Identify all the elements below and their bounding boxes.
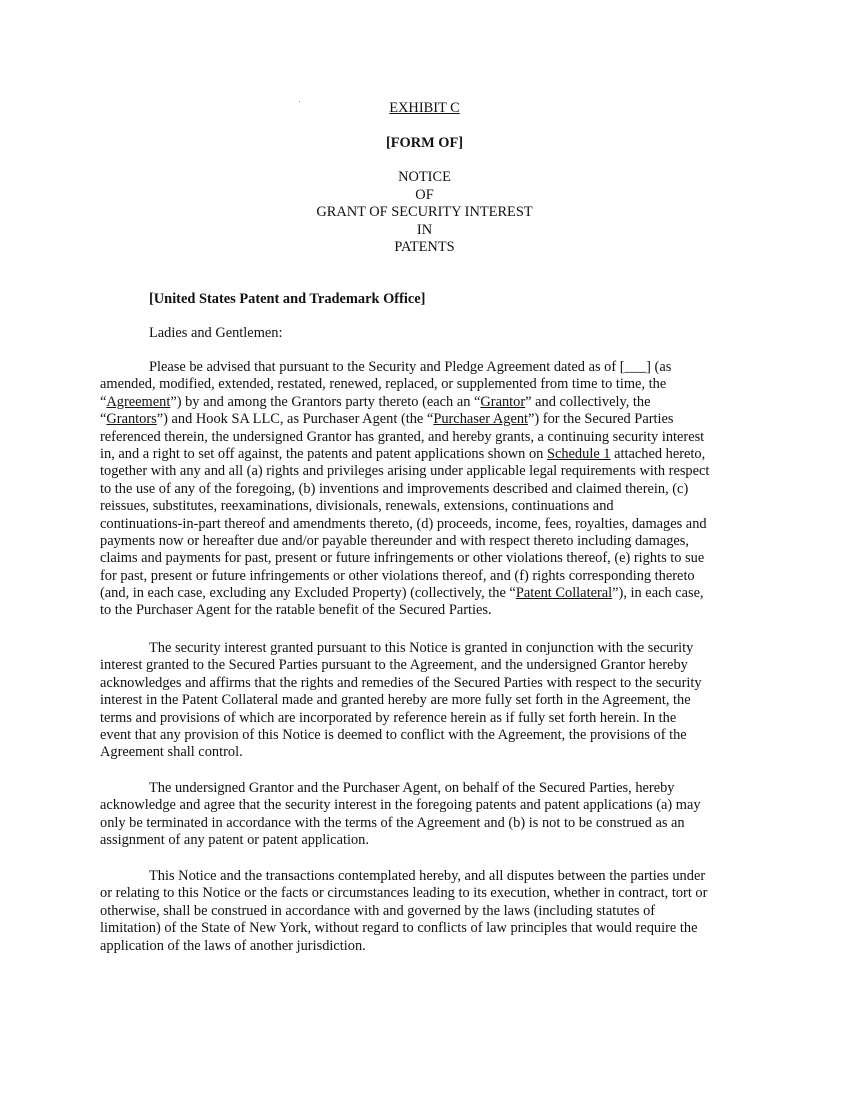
text-line: only be terminated in accordance with the terms of the Agreement and (b) is not to be construed as an — [100, 814, 685, 831]
text-line — [100, 585, 748, 602]
title-line: PATENTS — [394, 239, 455, 255]
text-fragment: in, and a right to set off against, the patents and patent applications shown on — [100, 445, 547, 462]
exhibit-heading: EXHIBIT C — [389, 100, 460, 116]
text-line — [100, 411, 748, 428]
schedule-reference: Schedule 1 — [546, 445, 611, 462]
text-line: This Notice and the transactions contemplated hereby, and all disputes between the parties under — [149, 868, 706, 884]
text-line: to the Purchaser Agent for the ratable benefit of the Secured Parties. — [100, 602, 492, 619]
text-line: acknowledges and affirms that the rights and remedies of the Secured Parties with respect to the security — [100, 674, 702, 691]
text-line: referenced therein, the undersigned Grantor has granted, and hereby grants, a continuing security interest — [100, 428, 705, 445]
title-line: NOTICE — [398, 169, 451, 185]
text-line: interest granted to the Secured Parties pursuant to the Agreement, and the undersigned Grantor hereby — [100, 657, 688, 674]
text-line: Agreement shall control. — [100, 744, 243, 761]
text-line: continuations-in-part thereof and amendments thereto, (d) proceeds, income, fees, royalties, damages and — [100, 515, 707, 532]
defined-term-agreement: Agreement — [106, 393, 171, 410]
title-line: OF — [415, 186, 434, 203]
text-fragment: ” and collectively, the — [525, 393, 651, 410]
defined-term-grantors: Grantors — [106, 411, 157, 428]
text-line: for past, present or future infringements or other violations thereof, and (f) rights corresponding thereto — [100, 567, 695, 584]
title-line: IN — [416, 221, 433, 238]
text-fragment: ”) and Hook SA LLC, as Purchaser Agent (the “ — [156, 411, 434, 428]
text-line: amended, modified, extended, restated, renewed, replaced, or supplemented from time to time, the — [100, 376, 667, 393]
text-line: together with any and all (a) rights and privileges arising under applicable legal requirements with respect — [100, 463, 710, 480]
form-of-heading: [FORM OF] — [385, 135, 464, 151]
text-fragment: ”) for the Secured Parties — [528, 411, 674, 428]
text-line: application of the laws of another jurisdiction. — [100, 937, 366, 954]
text-line: limitation) of the State of New York, without regard to conflicts of law principles that would require the — [100, 920, 698, 937]
text-line: acknowledge and agree that the security interest in the foregoing patents and patent applications (a) may — [100, 797, 701, 814]
text-fragment: “ — [100, 393, 107, 410]
text-line: Please be advised that pursuant to the Security and Pledge Agreement dated as of [___] (as — [149, 359, 672, 375]
title-line: GRANT OF SECURITY INTEREST — [316, 204, 533, 220]
text-line: The security interest granted pursuant to this Notice is granted in conjunction with the security — [149, 640, 694, 656]
text-line: payments now or hereafter due and/or payable thereunder and with respect thereto including damages, — [100, 532, 689, 549]
paragraph-governing-law — [100, 868, 748, 955]
text-line: terms and provisions of which are incorporated by reference herein as if fully set forth herein. In the — [100, 709, 677, 726]
paragraph-conjunction — [100, 640, 748, 762]
text-line — [100, 394, 748, 411]
defined-term-patent-collateral: Patent Collateral — [515, 585, 613, 602]
text-line: or relating to this Notice or the facts or circumstances leading to its execution, whether in contract, tort or — [100, 885, 708, 902]
text-fragment: attached hereto, — [610, 445, 706, 462]
defined-term-grantor: Grantor — [480, 393, 526, 410]
text-line: otherwise, shall be construed in accordance with and governed by the laws (including statutes of — [100, 902, 656, 919]
addressee-line: [United States Patent and Trademark Office] — [149, 291, 426, 307]
text-fragment: “ — [100, 411, 107, 428]
salutation: Ladies and Gentlemen: — [149, 325, 283, 341]
text-fragment: ”), in each case, — [612, 585, 704, 602]
paragraph-grant — [100, 359, 748, 620]
text-fragment: ”) by and among the Grantors party thereto (each an “ — [170, 393, 481, 410]
text-line: event that any provision of this Notice is deemed to conflict with the Agreement, the provisions of the — [100, 726, 687, 743]
text-line: The undersigned Grantor and the Purchaser Agent, on behalf of the Secured Parties, hereby — [149, 780, 675, 796]
paragraph-termination — [100, 780, 748, 850]
text-line: reissues, substitutes, reexaminations, divisionals, renewals, extensions, continuations and — [100, 498, 614, 515]
document-title — [0, 169, 849, 257]
text-line: interest in the Patent Collateral made and granted hereby are more fully set forth in the Agreement, the — [100, 692, 691, 709]
text-line: claims and payments for past, present or future infringements or other violations thereof, (e) rights to sue — [100, 550, 705, 567]
text-fragment: (and, in each case, excluding any Excluded Property) (collectively, the “ — [100, 585, 516, 602]
text-line: to the use of any of the foregoing, (b) inventions and improvements described and claimed therein, (c) — [100, 480, 689, 497]
defined-term-purchaser-agent: Purchaser Agent — [433, 411, 529, 428]
text-line: assignment of any patent or patent application. — [100, 832, 369, 849]
text-line — [100, 446, 748, 463]
